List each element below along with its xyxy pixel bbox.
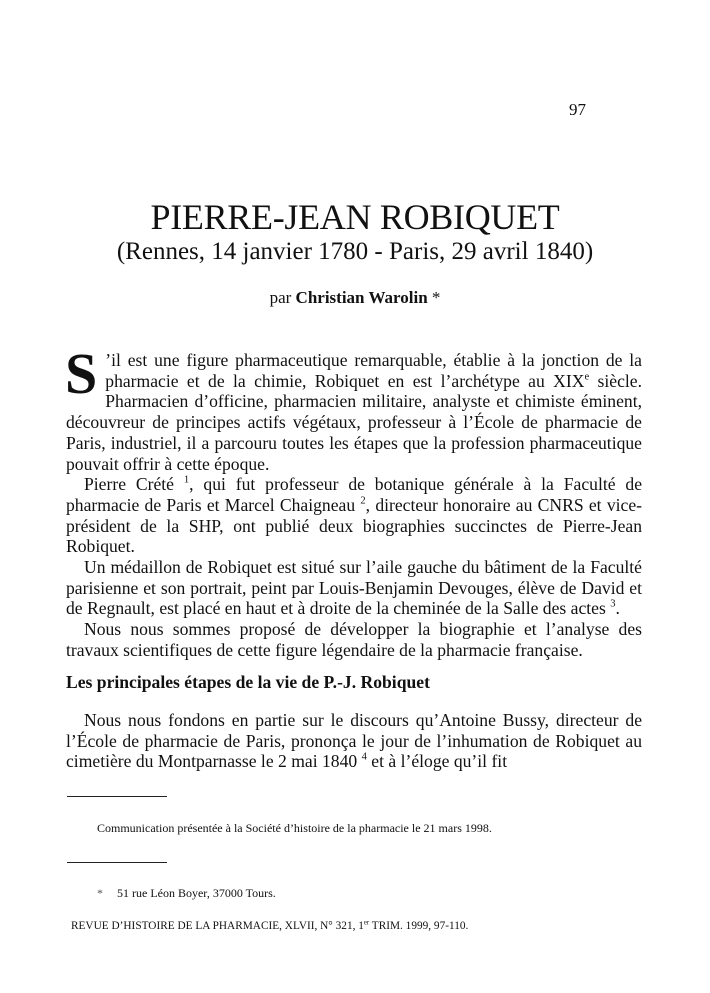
footnote-ref: 4 xyxy=(361,752,367,764)
journal-reference: REVUE D’HISTOIRE DE LA PHARMACIE, XLVII, N° 321, 1er TRIM. 1999, 97-110. xyxy=(71,919,469,932)
footnote-address: * 51 rue Léon Boyer, 37000 Tours. xyxy=(97,886,276,900)
paragraph: Nous nous sommes proposé de développer la biographie et l’analyse des travaux scientifiques de cette figure légendaire de la pharmacie française. xyxy=(66,619,642,660)
page-number: 97 xyxy=(569,100,586,119)
footnote-ref: 3 xyxy=(610,599,616,611)
paragraph: S ’il est une figure pharmaceutique remarquable, établie à la jonction de la pharmacie et de la chimie, Robiquet en est l’archétype au XIXe siècle. Pharmacien d’officine, pharmacien militaire, analyste et chimiste éminent, découvreur de principes actifs végétaux, professeur à l’École de pharmacie de Paris, industriel, il a parcouru toutes les étapes que la profession pharmaceutique pouvait offrir à cette époque. xyxy=(65,341,642,474)
byline-prefix: par xyxy=(269,288,296,307)
author-footnote-mark: * xyxy=(427,288,441,307)
footnote-ref: 2 xyxy=(360,495,366,507)
footnote-divider xyxy=(67,796,167,797)
paragraph: Nous nous fondons en partie sur le discours qu’Antoine Bussy, directeur de l’École de pharmacie de Paris, prononça le jour de l’inhumation de Robiquet au cimetière du Montparnasse le 2 mai 1840 $^4$ et à l’éloge qu’il fit xyxy=(66,710,642,772)
footnote-divider xyxy=(67,862,167,863)
intro-text xyxy=(65,341,642,661)
section-text xyxy=(66,710,642,772)
paragraph: Pierre Crété $^1$, qui fut professeur de botanique générale à la Faculté de pharmacie de Paris et Marcel Chaigneau $^2$, directeur honoraire au CNRS et vice-président de la SHP, ont publié deux biographies succinctes de Pierre-Jean Robiquet. xyxy=(66,474,642,557)
article-title: PIERRE-JEAN ROBIQUET xyxy=(150,197,560,237)
paragraph: Un médaillon de Robiquet est situé sur l’aile gauche du bâtiment de la Faculté parisienne et son portrait, peint par Louis-Benjamin Devouges, élève de David et de Regnault, est placé en haut et à droite de la cheminée de la Salle des actes $^3$. xyxy=(66,557,642,619)
byline xyxy=(0,288,710,308)
footnote-ref: 1 xyxy=(183,474,190,486)
section-heading: Les principales étapes de la vie de P.-J. Robiquet xyxy=(66,672,430,692)
author-name: Christian Warolin xyxy=(295,288,428,307)
footnote-communication: Communication présentée à la Société d’histoire de la pharmacie le 21 mars 1998. xyxy=(97,821,492,835)
drop-cap: S xyxy=(65,341,98,406)
article-subtitle: (Rennes, 14 janvier 1780 - Paris, 29 avril 1840) xyxy=(116,238,594,265)
footnote-mark: * xyxy=(97,886,103,900)
